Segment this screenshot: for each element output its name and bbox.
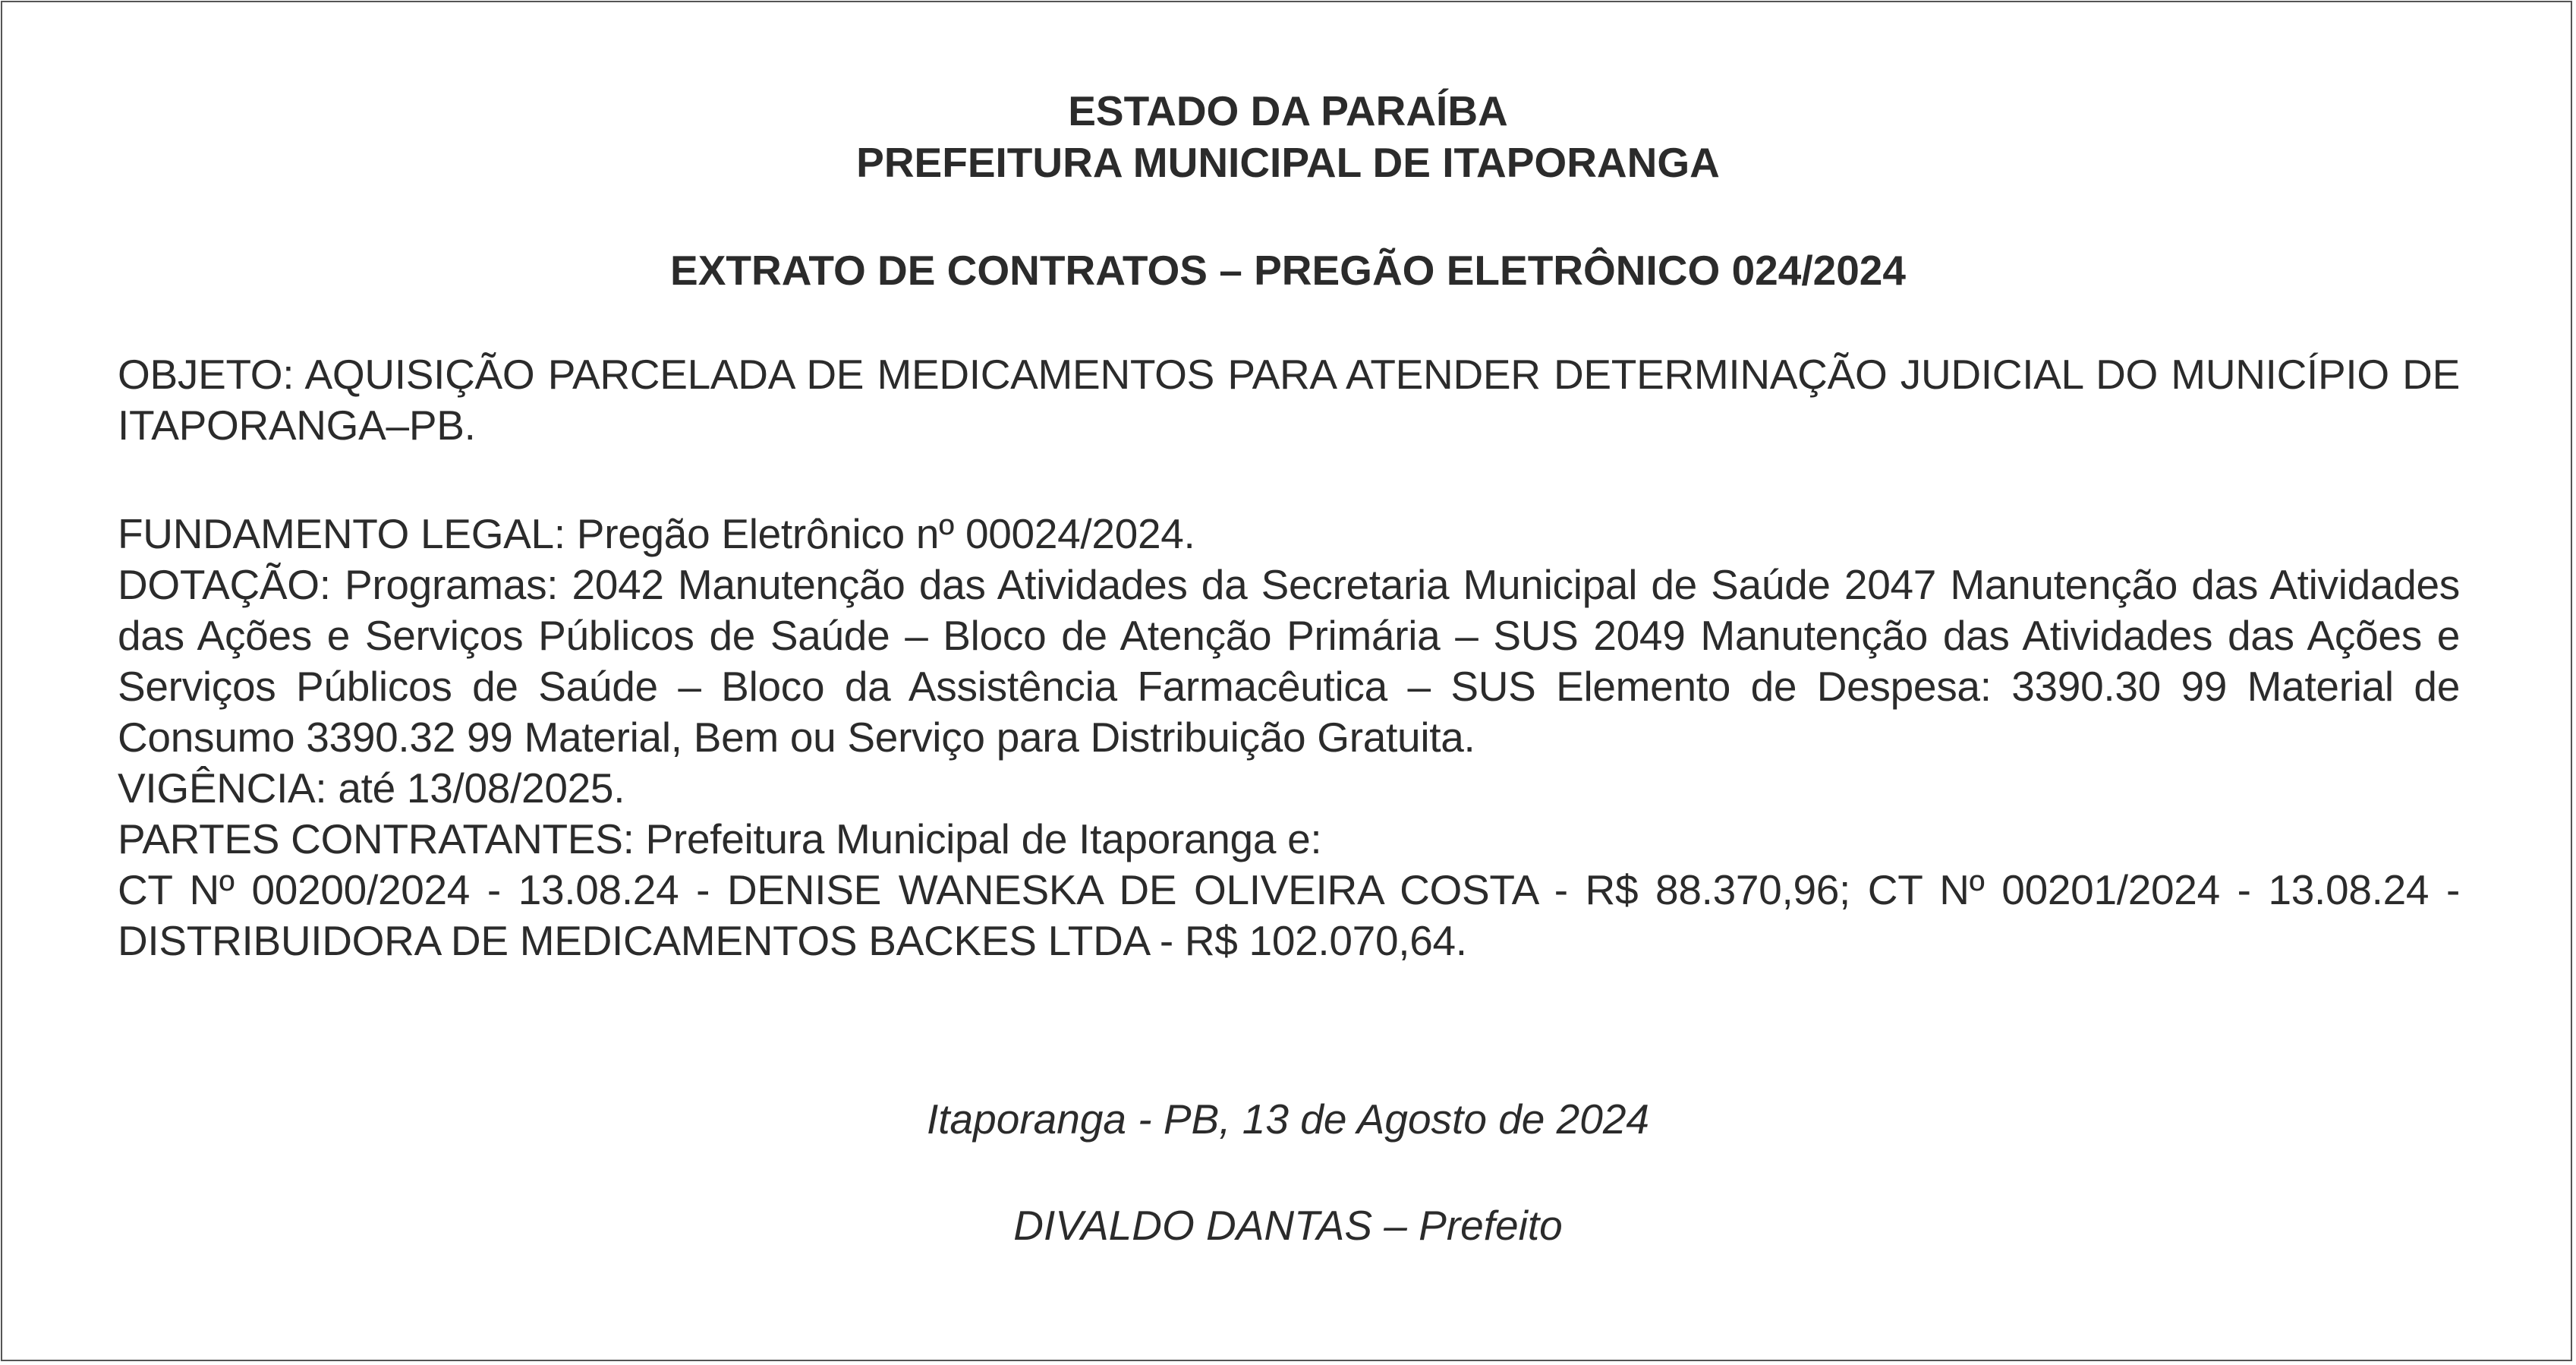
details-section xyxy=(118,509,2460,966)
fundamento-paragraph: FUNDAMENTO LEGAL: Pregão Eletrônico nº 00024/2024. xyxy=(118,510,1195,557)
partes-paragraph: PARTES CONTRATANTES: Prefeitura Municipal de Itaporanga e: xyxy=(118,815,1322,862)
document-title: EXTRATO DE CONTRATOS – PREGÃO ELETRÔNICO 024/2024 xyxy=(670,247,1906,294)
objeto-section xyxy=(118,349,2460,451)
vigencia-paragraph: VIGÊNCIA: até 13/08/2025. xyxy=(118,764,625,812)
contratos-paragraph: CT Nº 00200/2024 - 13.08.24 - DENISE WANESKA DE OLIVEIRA COSTA - R$ 88.370,96; CT Nº 00201/2024 - 13.08.24 - DISTRIBUIDORA DE MEDICAMENTOS BACKES LTDA - R$ 102.070,64. xyxy=(118,866,2460,964)
date-line: Itaporanga - PB, 13 de Agosto de 2024 xyxy=(927,1095,1649,1143)
objeto-paragraph: OBJETO: AQUISIÇÃO PARCELADA DE MEDICAMENTOS PARA ATENDER DETERMINAÇÃO JUDICIAL DO MUNICÍPIO DE ITAPORANGA–PB. xyxy=(118,351,2460,449)
signature-line: DIVALDO DANTAS – Prefeito xyxy=(1013,1202,1563,1249)
dotacao-paragraph: DOTAÇÃO: Programas: 2042 Manutenção das Atividades da Secretaria Municipal de Saúde 2047 Manutenção das Atividades das Ações e Serviços Públicos de Saúde – Bloco de Atenção Primária – SUS 2049 Manutenção das Atividades das Ações e Serviços Públicos de Saúde – Bloco da Assistência Farmacêutica – SUS Elemento de Despesa: 3390.30 99 Material de Consumo 3390.32 99 Material, Bem ou Serviço para Distribuição Gratuita. xyxy=(118,561,2460,761)
prefeitura-heading: PREFEITURA MUNICIPAL DE ITAPORANGA xyxy=(856,139,1720,186)
state-heading: ESTADO DA PARAÍBA xyxy=(1068,87,1508,134)
